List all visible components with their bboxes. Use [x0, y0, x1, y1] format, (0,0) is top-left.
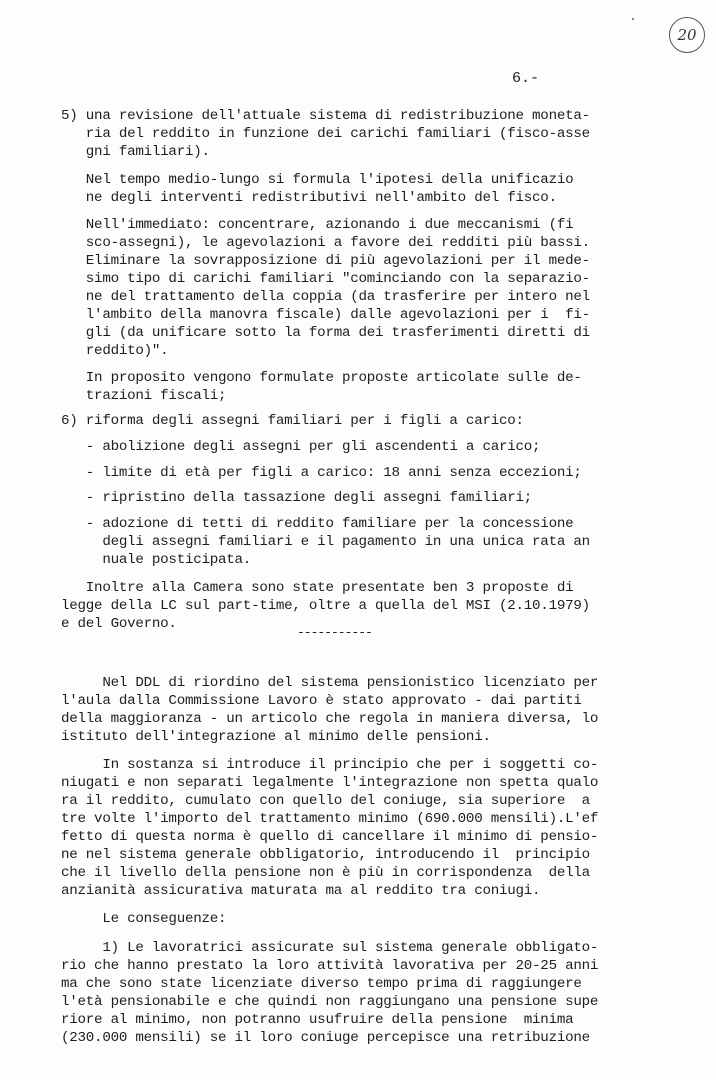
- text-line: niugati e non separati legalmente l'integrazione non spetta qualo: [61, 775, 599, 791]
- text-line: gni familiari).: [61, 144, 210, 160]
- text-line: In sostanza si introduce il principio che per i soggetti co-: [61, 757, 599, 773]
- text-line: legge della LC sul part-time, oltre a quella del MSI (2.10.1979): [61, 598, 590, 614]
- text-line: ria del reddito in funzione dei carichi familiari (fisco-asse: [61, 126, 590, 142]
- text-line: ma che sono state licenziate diverso tempo prima di raggiungere: [61, 976, 582, 992]
- text-line: fetto di questa norma è quello di cancellare il minimo di pensio-: [61, 829, 599, 845]
- text-line: l'ambito della manovra fiscale) dalle agevolazioni per i fi-: [61, 307, 590, 323]
- text-line: l'aula dalla Commissione Lavoro è stato approvato - dai partiti: [61, 693, 582, 709]
- text-line: ne nel sistema generale obbligatorio, introducendo il principio: [61, 847, 590, 863]
- text-line: che il livello della pensione non è più in corrispondenza della: [61, 865, 590, 881]
- text-line: gli (da unificare sotto la forma dei trasferimenti diretti di: [61, 325, 590, 341]
- section-separator: -----------: [297, 625, 372, 640]
- text-line: Nell'immediato: concentrare, azionando i due meccanismi (fi: [61, 217, 574, 233]
- text-line: 6) riforma degli assegni familiari per i figli a carico:: [61, 413, 524, 429]
- text-line: 1) Le lavoratrici assicurate sul sistema generale obbligato-: [61, 940, 599, 956]
- text-line: Eliminare la sovrapposizione di più agevolazioni per il mede-: [61, 253, 590, 269]
- text-line: Nel tempo medio-lungo si formula l'ipotesi della unificazio: [61, 172, 574, 188]
- text-line: sco-assegni), le agevolazioni a favore dei redditi più bassi.: [61, 235, 590, 251]
- text-line: e del Governo.: [61, 616, 177, 632]
- scan-speck: [632, 18, 634, 20]
- text-line: trazioni fiscali;: [61, 388, 227, 404]
- page-number: 6.-: [512, 70, 540, 87]
- text-line: riore al minimo, non potranno usufruire della pensione minima: [61, 1012, 574, 1028]
- text-line: 5) una revisione dell'attuale sistema di redistribuzione moneta-: [61, 108, 590, 124]
- text-line: reddito)".: [61, 343, 169, 359]
- text-line: - limite di età per figli a carico: 18 anni senza eccezioni;: [61, 465, 582, 481]
- text-line: ra il reddito, cumulato con quello del coniuge, sia superiore a: [61, 793, 590, 809]
- text-line: tre volte l'importo del trattamento minimo (690.000 mensili).L'ef: [61, 811, 599, 827]
- text-line: In proposito vengono formulate proposte articolate sulle de-: [61, 370, 582, 386]
- text-line: ne del trattamento della coppia (da trasferire per intero nel: [61, 289, 590, 305]
- text-line: (230.000 mensili) se il loro coniuge percepisce una retribuzione: [61, 1030, 590, 1046]
- text-line: anzianità assicurativa maturata ma al reddito tra coniugi.: [61, 883, 541, 899]
- text-line: degli assegni familiari e il pagamento in una unica rata an: [61, 534, 590, 550]
- text-line: - ripristino della tassazione degli assegni familiari;: [61, 490, 533, 506]
- text-line: istituto dell'integrazione al minimo delle pensioni.: [61, 729, 491, 745]
- text-line: rio che hanno prestato la loro attività lavorativa per 20-25 anni: [61, 958, 599, 974]
- text-line: nuale posticipata.: [61, 552, 252, 568]
- text-line: Nel DDL di riordino del sistema pensionistico licenziato per: [61, 675, 599, 691]
- page-stamp: 20: [669, 17, 705, 53]
- text-line: della maggioranza - un articolo che regola in maniera diversa, lo: [61, 711, 599, 727]
- text-line: Inoltre alla Camera sono state presentate ben 3 proposte di: [61, 580, 574, 596]
- text-line: Le conseguenze:: [61, 911, 227, 927]
- text-line: simo tipo di carichi familiari "cominciando con la separazio-: [61, 271, 590, 287]
- text-line: ne degli interventi redistributivi nell'ambito del fisco.: [61, 190, 557, 206]
- text-line: l'età pensionabile e che quindi non raggiungano una pensione supe: [61, 994, 599, 1010]
- text-line: - adozione di tetti di reddito familiare per la concessione: [61, 516, 574, 532]
- text-line: - abolizione degli assegni per gli ascendenti a carico;: [61, 439, 541, 455]
